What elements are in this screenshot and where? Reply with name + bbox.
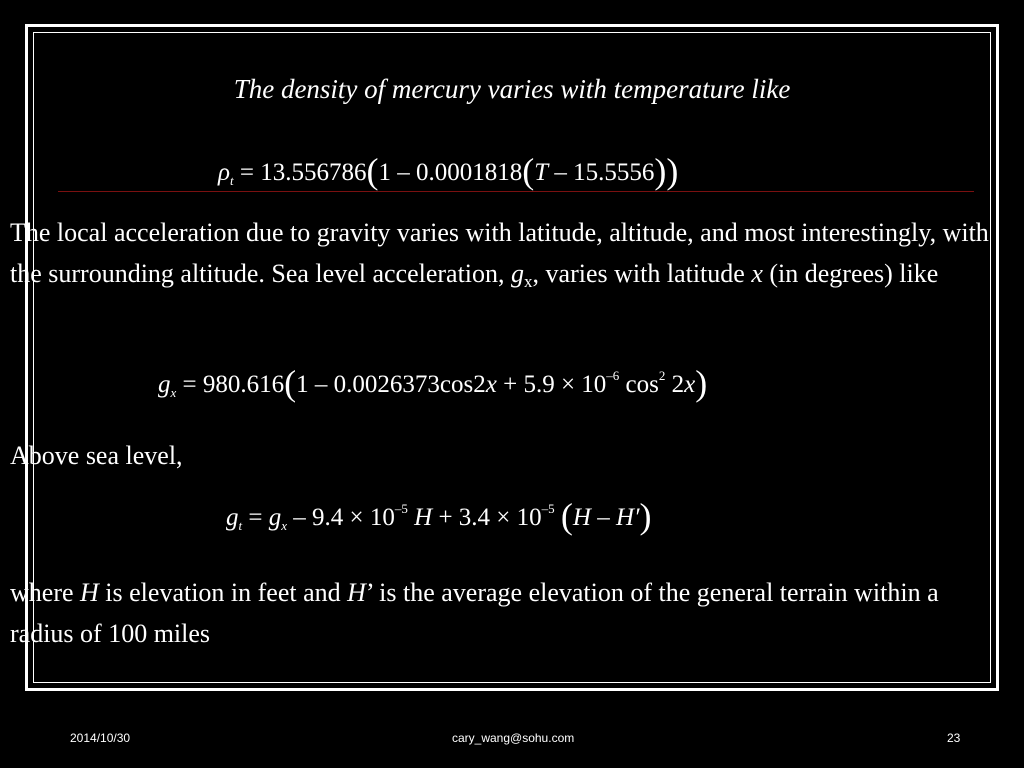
above-sea-level-text: Above sea level, xyxy=(10,441,183,470)
gravity-latitude-equation: $g_x = 980.616(1 - 0.0026373\cos 2x + 5.9 \times 10^{-6}$ $\cos^2 2x$) xyxy=(158,363,708,403)
density-equation: $\rho_t = 13.556786(1 - 0.0001818(T - 15.5556))$ xyxy=(218,151,679,191)
gravity-altitude-equation: $g_t = g_x - 9.4 \times 10^{-5}$ $H + 3.4 \times 10^{-5}$ (H – H′) xyxy=(226,496,652,536)
gravity-paragraph: The local acceleration due to gravity varies with latitude, altitude, and most interestingly, with the surrounding altitude. Sea level acceleration, $g_x$, varies with latitude x (in degrees) like xyxy=(10,218,989,291)
elevation-paragraph: where H is elevation in feet and H’ is the average elevation of the general terrain within a radius of 100 miles xyxy=(10,578,939,648)
footer-page-number: 23 xyxy=(947,731,961,745)
footer-email: cary_wang@sohu.com xyxy=(452,731,575,745)
footer-date: 2014/10/30 xyxy=(70,731,131,745)
divider-rule xyxy=(58,191,974,192)
slide-title: The density of mercury varies with temperature like xyxy=(233,74,791,104)
